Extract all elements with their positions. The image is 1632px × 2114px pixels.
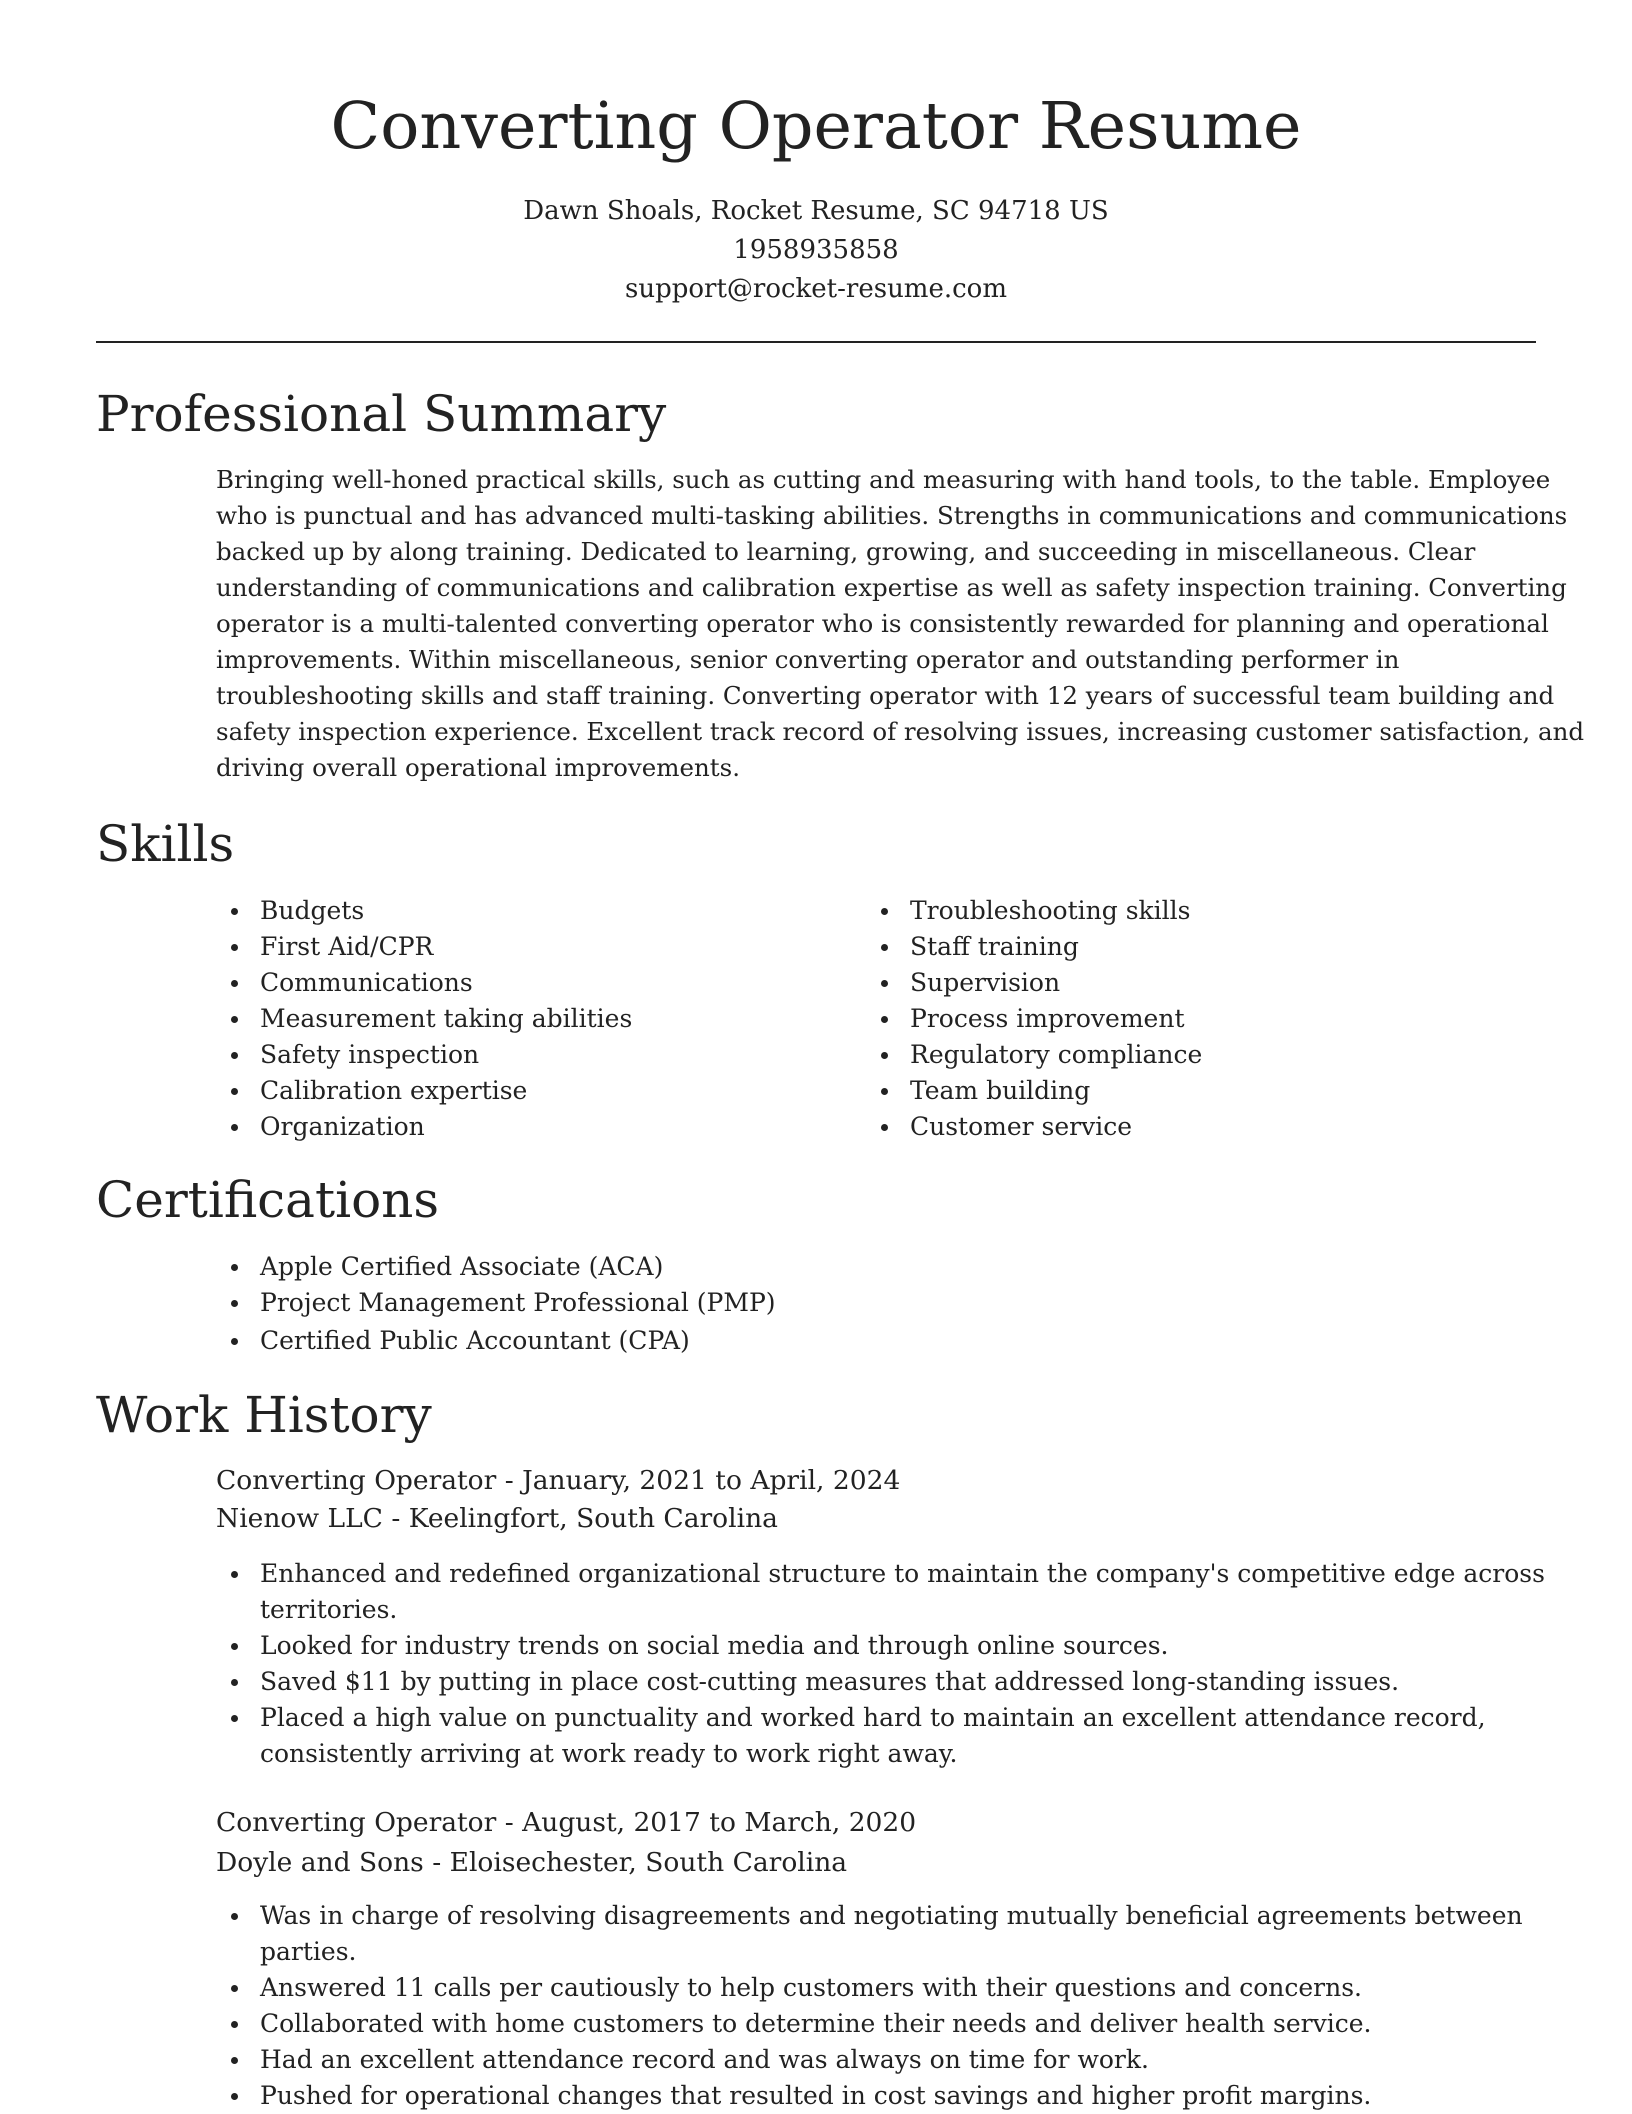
summary-line: troubleshooting skills and staff training. Converting operator with 12 years of successful team building and xyxy=(216,681,1555,710)
skills-list-right xyxy=(866,893,1202,1145)
job-bullet xyxy=(216,2078,1523,2114)
certifications-heading: Certifications xyxy=(96,1171,440,1229)
job-bullet-line: Enhanced and redefined organizational structure to maintain the company's competitive edge across xyxy=(260,1559,1545,1588)
job-bullet-line: Pushed for operational changes that resulted in cost savings and higher profit margins. xyxy=(260,2081,1372,2110)
summary-text xyxy=(216,462,1585,786)
job-dates: - January, 2021 to April, 2024 xyxy=(496,1465,901,1496)
skill-item: Organization xyxy=(216,1109,632,1145)
resume-title: Converting Operator Resume xyxy=(330,89,1302,164)
job-bullet-line: parties. xyxy=(260,1937,357,1966)
skill-item: Communications xyxy=(216,965,632,1001)
skill-item: Customer service xyxy=(866,1109,1202,1145)
skill-item: Budgets xyxy=(216,893,632,929)
certifications-list xyxy=(216,1249,776,1359)
certification-item: Project Management Professional (PMP) xyxy=(216,1285,776,1321)
job-bullet xyxy=(216,2006,1523,2042)
summary-line: backed up by along training. Dedicated to learning, growing, and succeeding in miscellaneous. Clear xyxy=(216,537,1476,566)
summary-heading: Professional Summary xyxy=(96,385,667,443)
job-bullet-line: Was in charge of resolving disagreements and negotiating mutually beneficial agreements between xyxy=(260,1901,1523,1930)
job-location: - Eloisechester, South Carolina xyxy=(423,1847,848,1878)
skill-item: Measurement taking abilities xyxy=(216,1001,632,1037)
summary-line: Bringing well-honed practical skills, such as cutting and measuring with hand tools, to the table. Employee xyxy=(216,465,1551,494)
certification-item: Certified Public Accountant (CPA) xyxy=(216,1323,776,1359)
job-bullet-line: Saved $11 by putting in place cost-cutting measures that addressed long-standing issues. xyxy=(260,1667,1400,1696)
summary-line: understanding of communications and calibration expertise as well as safety inspection training. Converting xyxy=(216,573,1567,602)
contact-phone: 1958935858 xyxy=(733,235,899,265)
skill-item: Staff training xyxy=(866,929,1202,965)
job-title: Converting Operator xyxy=(216,1807,497,1838)
job-bullets xyxy=(216,1898,1523,2114)
skill-item: Process improvement xyxy=(866,1001,1202,1037)
job-bullet-line: Had an excellent attendance record and was always on time for work. xyxy=(260,2045,1149,2074)
job-company-line xyxy=(216,1844,847,1882)
skill-item: Regulatory compliance xyxy=(866,1037,1202,1073)
job-bullets xyxy=(216,1556,1545,1772)
contact-email: support@rocket-resume.com xyxy=(624,274,1007,304)
contact-address: Dawn Shoals, Rocket Resume, SC 94718 US xyxy=(523,196,1109,226)
job-company: Nienow LLC xyxy=(216,1503,383,1534)
job-title: Converting Operator xyxy=(216,1465,497,1496)
job-title-line xyxy=(216,1462,900,1500)
skill-item: Troubleshooting skills xyxy=(866,893,1202,929)
job-bullet xyxy=(216,1970,1523,2006)
job-dates: - August, 2017 to March, 2020 xyxy=(496,1807,917,1838)
job-location: - Keelingfort, South Carolina xyxy=(382,1503,778,1534)
job-bullet-line: Collaborated with home customers to determine their needs and deliver health service. xyxy=(260,2009,1372,2038)
job-bullet-line: territories. xyxy=(260,1595,398,1624)
job-company-line xyxy=(216,1500,778,1538)
job-bullet xyxy=(216,1664,1545,1700)
skill-item: Team building xyxy=(866,1073,1202,1109)
summary-line: who is punctual and has advanced multi-tasking abilities. Strengths in communications and communications xyxy=(216,501,1568,530)
job-bullet xyxy=(216,1556,1545,1628)
header-divider xyxy=(96,341,1536,343)
job-bullet xyxy=(216,2042,1523,2078)
summary-line: operator is a multi-talented converting operator who is consistently rewarded for planning and operational xyxy=(216,609,1549,638)
skill-item: First Aid/CPR xyxy=(216,929,632,965)
job-company: Doyle and Sons xyxy=(216,1847,424,1878)
work-history-heading: Work History xyxy=(96,1386,432,1444)
skills-heading: Skills xyxy=(96,815,235,873)
job-bullet xyxy=(216,1898,1523,1970)
job-bullet-line: Looked for industry trends on social media and through online sources. xyxy=(260,1631,1169,1660)
job-bullet-line: consistently arriving at work ready to work right away. xyxy=(260,1739,958,1768)
job-bullet-line: Answered 11 calls per cautiously to help customers with their questions and concerns. xyxy=(260,1973,1363,2002)
job-title-line xyxy=(216,1804,916,1842)
summary-line: driving overall operational improvements. xyxy=(216,753,740,782)
summary-line: safety inspection experience. Excellent track record of resolving issues, increasing customer satisfaction, and xyxy=(216,717,1585,746)
skill-item: Calibration expertise xyxy=(216,1073,632,1109)
skill-item: Supervision xyxy=(866,965,1202,1001)
skill-item: Safety inspection xyxy=(216,1037,632,1073)
summary-line: improvements. Within miscellaneous, senior converting operator and outstanding performer in xyxy=(216,645,1400,674)
job-bullet-line: Placed a high value on punctuality and worked hard to maintain an excellent attendance record, xyxy=(260,1703,1486,1732)
job-bullet xyxy=(216,1628,1545,1664)
certification-item: Apple Certified Associate (ACA) xyxy=(216,1249,776,1285)
skills-list-left xyxy=(216,893,632,1145)
job-bullet xyxy=(216,1700,1545,1772)
contact-block xyxy=(96,192,1536,309)
